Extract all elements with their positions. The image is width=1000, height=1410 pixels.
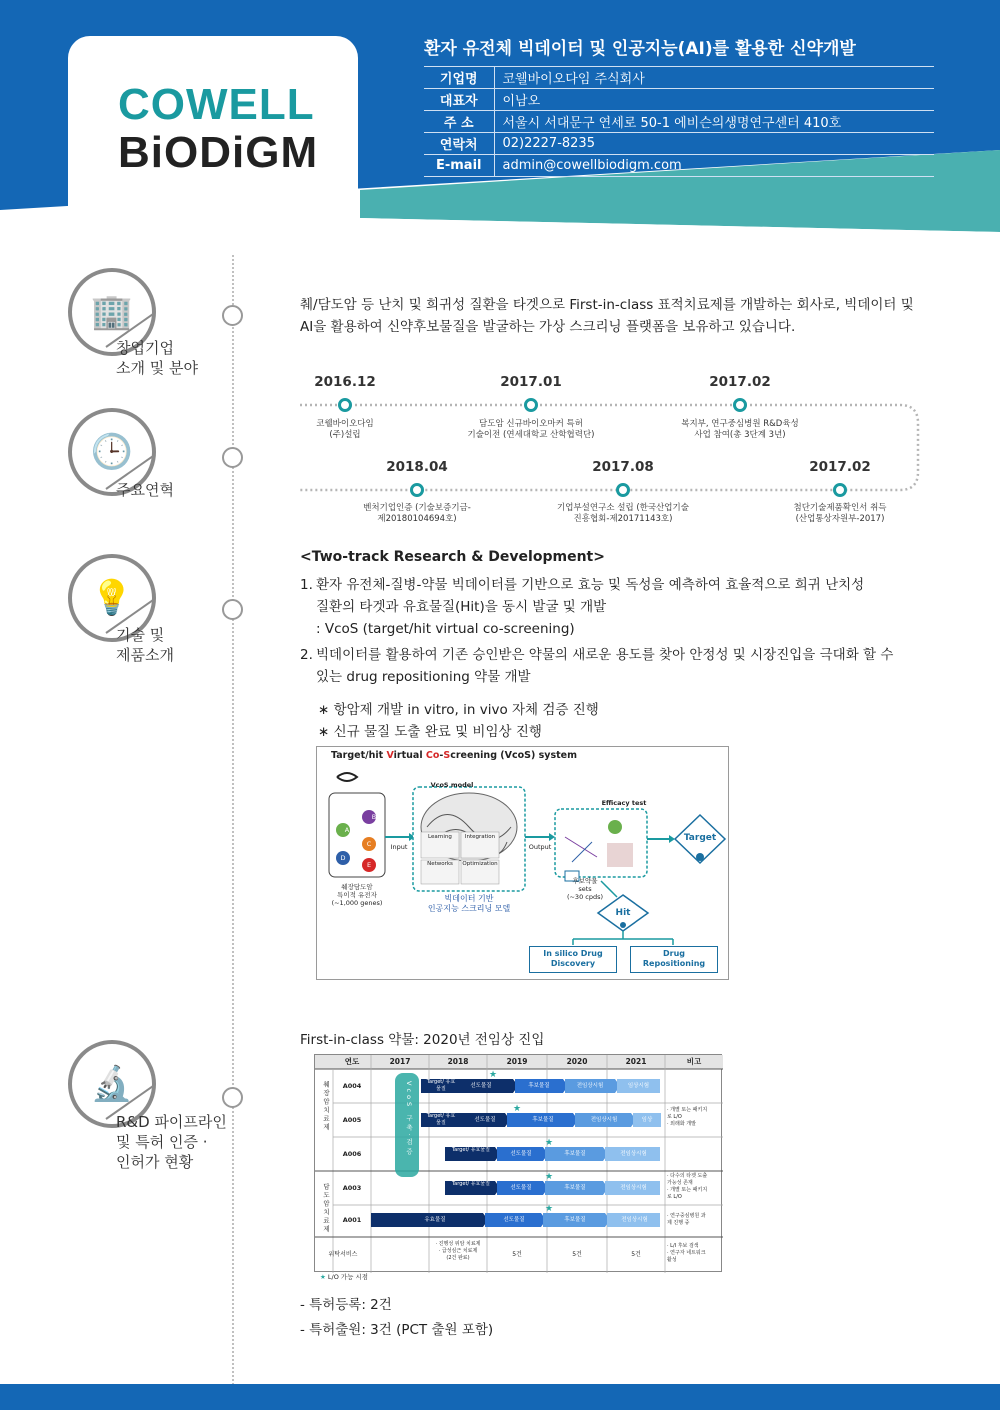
candidate-caption-line: 후보약물: [572, 877, 598, 885]
clock-pen-icon: 🕒: [68, 408, 156, 496]
vcos-vertical-label: VcoS 구축·검증: [405, 1081, 413, 1158]
model-caption-line: 인공지능 스크리닝 모델: [427, 904, 511, 913]
stage-label: 후보물질: [564, 1217, 586, 1223]
lightbulb-gear-icon: 💡: [68, 554, 156, 642]
rd-item-number: 2.: [300, 647, 313, 663]
stage-label: 선도물질: [503, 1217, 525, 1223]
timeline-desc-line: 코웰바이오다임: [316, 419, 374, 429]
input-label: Input: [390, 843, 408, 851]
rd-item-1: [300, 574, 925, 640]
company-intro: 췌/담도암 등 난치 및 희귀성 질환을 타겟으로 First-in-class 표적치료제를 개발하는 회사로, 빅데이터 및 AI을 활용하여 신약후보물질을 발굴하는 가상 스크리닝 플랫폼을 보유하고 있습니다.: [300, 297, 914, 335]
pipeline-title: First-in-class 약물: 2020년 전임상 진입: [300, 1032, 545, 1048]
section-node: [222, 305, 243, 326]
timeline-date: 2017.02: [709, 374, 771, 390]
genes-caption-line: 췌장담도암: [341, 883, 373, 891]
stage-label: 임상: [641, 1117, 653, 1123]
gene-node-label: E: [366, 861, 372, 869]
stage-label: Target/ 유효물질: [451, 1147, 491, 1153]
svg-text:★: ★: [545, 1138, 554, 1148]
info-key: 주 소: [424, 111, 494, 133]
info-row: [424, 133, 934, 155]
remark-line: 로 L/O: [667, 1114, 682, 1120]
pipeline-header: 2017: [389, 1057, 411, 1066]
timeline-desc-line: 진흥협회-제20171143호): [573, 514, 673, 524]
rd-item-line: 있는 drug repositioning 약물 개발: [316, 669, 531, 685]
dna-icon: [337, 773, 357, 781]
remark-line: · 개별 또는 패키지: [667, 1187, 708, 1193]
pipeline-header: 2020: [566, 1057, 588, 1066]
logo-card: [68, 36, 358, 236]
stage-label: Target/ 유효물질: [426, 1079, 456, 1092]
logo-text-bottom: BiODiGM: [118, 128, 319, 177]
timeline-desc-line: (산업통상자원부-2017): [795, 514, 885, 524]
section-label-intro: [116, 338, 198, 378]
remark-line: · L/I 후보 검색: [667, 1243, 699, 1249]
timeline-date: 2017.01: [500, 374, 562, 390]
stage-label: 후보물질: [532, 1117, 554, 1123]
stage-label: 전임상시험: [576, 1083, 604, 1089]
output-label: Output: [528, 843, 552, 851]
target-label: Target: [683, 833, 717, 843]
stage-label: 전임상시험: [590, 1117, 618, 1123]
drug-repositioning-box: [630, 946, 718, 973]
timeline-desc: [332, 503, 502, 525]
timeline-desc: [446, 419, 616, 441]
timeline-desc-line: 복지부, 연구중심병원 R&D육성: [681, 419, 799, 429]
remark-line: 활성: [667, 1257, 677, 1263]
info-row: [424, 89, 934, 111]
info-value: 서울시 서대문구 연세로 50-1 에비슨의생명연구센터 410호: [494, 111, 934, 133]
remark-line: 로 L/O: [667, 1194, 682, 1200]
timeline-desc: [538, 503, 708, 525]
drug-code: A006: [342, 1150, 362, 1158]
box-line: Drug: [662, 949, 685, 958]
drug-code: A003: [342, 1184, 362, 1192]
section-label-pipeline: [116, 1112, 227, 1172]
legend-text: L/O 가능 시점: [327, 1273, 369, 1281]
diagram-title-part: -: [439, 750, 444, 761]
section-label-line: 창업기업: [116, 339, 174, 357]
svg-text:★: ★: [489, 1070, 498, 1080]
diagram-title-part: S: [443, 750, 451, 761]
stage-label: 전임상시험: [620, 1151, 647, 1157]
timeline-date: 2018.04: [386, 459, 448, 475]
pipeline-header: 2021: [625, 1057, 647, 1066]
remark: [667, 1107, 723, 1128]
diagram-title-part: creening (VcoS) system: [450, 750, 578, 761]
star-icon: ★: [320, 1273, 326, 1281]
stage-label: 후보물질: [564, 1151, 586, 1157]
email-link[interactable]: admin@cowellbiodigm.com: [494, 155, 934, 177]
microscope-icon: 🔬: [68, 1040, 156, 1128]
timeline-date: 2017.08: [592, 459, 654, 475]
section-label-line: 소개 및 분야: [116, 359, 198, 377]
pipeline-legend: [320, 1272, 368, 1281]
info-value: 이남오: [494, 89, 934, 111]
candidate-caption-line: (~30 cpds): [566, 893, 604, 901]
company-info-table: [424, 66, 934, 177]
pipeline-header: 2018: [447, 1057, 469, 1066]
diagram-title-part: Co: [425, 750, 440, 761]
service-2018: [429, 1241, 487, 1262]
info-value: 코웰바이오다임 주식회사: [494, 67, 934, 89]
box-line: Discovery: [550, 959, 596, 968]
genes-caption-line: 특이적 유전자: [337, 891, 377, 899]
svg-text:★: ★: [545, 1172, 554, 1182]
svg-text:★: ★: [513, 1104, 522, 1114]
gene-node-label: B: [371, 813, 377, 821]
stage-label: 선도물질: [470, 1083, 492, 1089]
drug-code: A004: [342, 1082, 362, 1090]
drug-code: A001: [342, 1216, 362, 1224]
remark: [667, 1173, 723, 1201]
rd-item-line: 환자 유전체-질병-약물 빅데이터를 기반으로 효능 및 독성을 예측하여 효율적으로 희귀 난치성: [316, 577, 865, 593]
section-node: [222, 599, 243, 620]
stage-label: 선도물질: [474, 1117, 496, 1123]
section-label-line: 제품소개: [116, 646, 174, 664]
section-label-line: 기술 및: [116, 626, 165, 644]
pipeline-header: 비고: [686, 1057, 702, 1066]
remark-line: · 연구중심병원 과: [667, 1213, 706, 1219]
pipeline-group-label: 담도암치료제: [322, 1183, 330, 1234]
rd-title: <Two-track Research & Development>: [300, 549, 605, 565]
gene-node-label: D: [340, 854, 346, 862]
timeline-desc-line: 담도암 신규바이오마커 특허: [479, 419, 583, 429]
info-row: [424, 111, 934, 133]
info-key: E-mail: [424, 155, 494, 177]
stage-label: 전임상시험: [620, 1185, 647, 1191]
history-timeline: [300, 368, 925, 538]
genes-caption: [329, 883, 385, 907]
remark-line: · 연구자 네트워크: [667, 1250, 706, 1256]
model-label: VcoS model: [430, 781, 474, 789]
section-divider-line: [232, 255, 234, 1385]
service-count: 5건: [512, 1251, 522, 1258]
net-label: Networks: [427, 861, 453, 867]
pipeline-header: 2019: [506, 1057, 528, 1066]
net-label: Learning: [428, 834, 452, 840]
section-label-line: 및 특허 인증 ·: [116, 1133, 208, 1151]
candidate-caption: [565, 877, 605, 901]
pipeline-group-label: 췌장암치료제: [322, 1081, 330, 1132]
remark-line: 제 진행 중: [667, 1220, 690, 1226]
section-node: [222, 447, 243, 468]
net-label: Integration: [464, 834, 496, 840]
section-label-line: 인허가 현황: [116, 1153, 194, 1171]
stage-label: 후보물질: [564, 1185, 586, 1191]
timeline-desc: [755, 503, 925, 525]
timeline-desc-line: (주)설립: [329, 430, 361, 440]
remark-line: · 다수의 타겟 도출: [667, 1173, 708, 1179]
rd-item-text: [300, 644, 925, 688]
rd-item-2: [300, 644, 925, 688]
rd-item-line: 빅데이터를 활용하여 기존 승인받은 약물의 새로운 용도를 찾아 안정성 및 시장진입을 극대화 할 수: [316, 647, 894, 663]
timeline-desc: [655, 419, 825, 441]
pipeline-header: 연도: [344, 1057, 360, 1066]
timeline-desc: [260, 419, 430, 441]
stage-label: 선도물질: [510, 1185, 532, 1191]
hit-label: Hit: [615, 908, 631, 918]
timeline-desc-line: 기업부설연구소 설립 (한국산업기술: [557, 503, 689, 513]
timeline-date: 2017.02: [809, 459, 871, 475]
stage-label: 전임상시험: [621, 1217, 648, 1223]
rd-item-line: 질환의 타겟과 유효물질(Hit)을 동시 발굴 및 개발: [316, 599, 607, 615]
page-title: 환자 유전체 빅데이터 및 인공지능(AI)를 활용한 신약개발: [424, 39, 856, 59]
section-label-history: [116, 480, 174, 500]
candidate-caption-line: sets: [578, 885, 592, 893]
service-count: 5건: [572, 1251, 582, 1258]
section-label-line: 주요연혁: [116, 481, 174, 499]
timeline-desc-line: 첨단기술제품확인서 취득: [793, 503, 887, 513]
stage-label: 후보물질: [528, 1083, 550, 1089]
diagram-title-part: V: [386, 750, 394, 761]
patent-applied: - 특허출원: 3건 (PCT 출원 포함): [300, 1322, 494, 1338]
info-row: [424, 155, 934, 177]
genes-caption-line: (~1,000 genes): [331, 899, 383, 907]
drug-code: A005: [342, 1116, 362, 1124]
section-node: [222, 1087, 243, 1108]
remark: [667, 1243, 723, 1264]
vcos-diagram: [316, 746, 729, 980]
box-line: In silico Drug: [543, 949, 603, 958]
rd-note: ∗ 항암제 개발 in vitro, in vivo 자체 검증 진행: [318, 702, 599, 718]
service-line: · 급성심근 치료제: [438, 1248, 478, 1254]
model-caption: [413, 894, 525, 914]
diagram-title-part: irtual: [393, 750, 426, 761]
gene-node-label: A: [344, 826, 350, 834]
pipeline-chart: [314, 1054, 722, 1272]
stage-label: Target/ 유효물질: [451, 1181, 491, 1187]
net-label: Optimization: [462, 861, 498, 867]
building-person-icon: 🏢: [68, 268, 156, 356]
service-label: 위탁서비스: [328, 1251, 358, 1258]
efficacy-label: Efficacy test: [601, 799, 647, 807]
service-line: · 진행성 위암 치료제: [435, 1241, 481, 1247]
info-value: 02)2227-8235: [494, 133, 934, 155]
rd-item-line: : VcoS (target/hit virtual co-screening): [316, 621, 575, 637]
gene-node-label: C: [366, 840, 372, 848]
footer-band: [0, 1384, 1000, 1410]
remark-line: · 외래화 개발: [667, 1121, 696, 1127]
info-row: [424, 67, 934, 89]
info-key: 대표자: [424, 89, 494, 111]
stage-label: 유효물질: [424, 1217, 446, 1223]
rd-item-number: 1.: [300, 577, 313, 593]
rd-item-text: [300, 574, 925, 640]
box-line: Repositioning: [642, 959, 706, 968]
stage-label: 임상시험: [627, 1083, 650, 1089]
info-key: 기업명: [424, 67, 494, 89]
stage-label: 선도물질: [510, 1151, 532, 1157]
timeline-desc-line: 사업 참여(총 3단계 3년): [694, 430, 786, 440]
remark-line: 가능성 존재: [667, 1180, 693, 1186]
timeline-desc-line: 벤처기업인증 (기술보증기금-: [363, 503, 471, 513]
diagram-title-part: Target/hit: [331, 750, 387, 761]
service-line: (2건 완료): [446, 1255, 470, 1261]
model-caption-line: 빅데이터 기반: [444, 894, 494, 903]
timeline-desc-line: 제20180104694호): [377, 514, 457, 524]
info-key: 연락처: [424, 133, 494, 155]
logo-text-top: COWELL: [118, 80, 315, 129]
in-silico-discovery-box: [529, 946, 617, 973]
timeline-date: 2016.12: [314, 374, 376, 390]
section-label-tech: [116, 625, 174, 665]
section-label-line: R&D 파이프라인: [116, 1113, 227, 1131]
rd-note: ∗ 신규 물질 도출 완료 및 비임상 진행: [318, 724, 542, 740]
remark-line: · 개별 또는 패키지: [667, 1107, 708, 1113]
patent-registered: - 특허등록: 2건: [300, 1297, 392, 1313]
remark: [667, 1213, 723, 1227]
svg-text:★: ★: [545, 1204, 554, 1214]
service-count: 5건: [631, 1251, 641, 1258]
stage-label: Target/ 유효물질: [426, 1113, 456, 1126]
timeline-desc-line: 기술이전 (연세대학교 산학협력단): [467, 430, 595, 440]
